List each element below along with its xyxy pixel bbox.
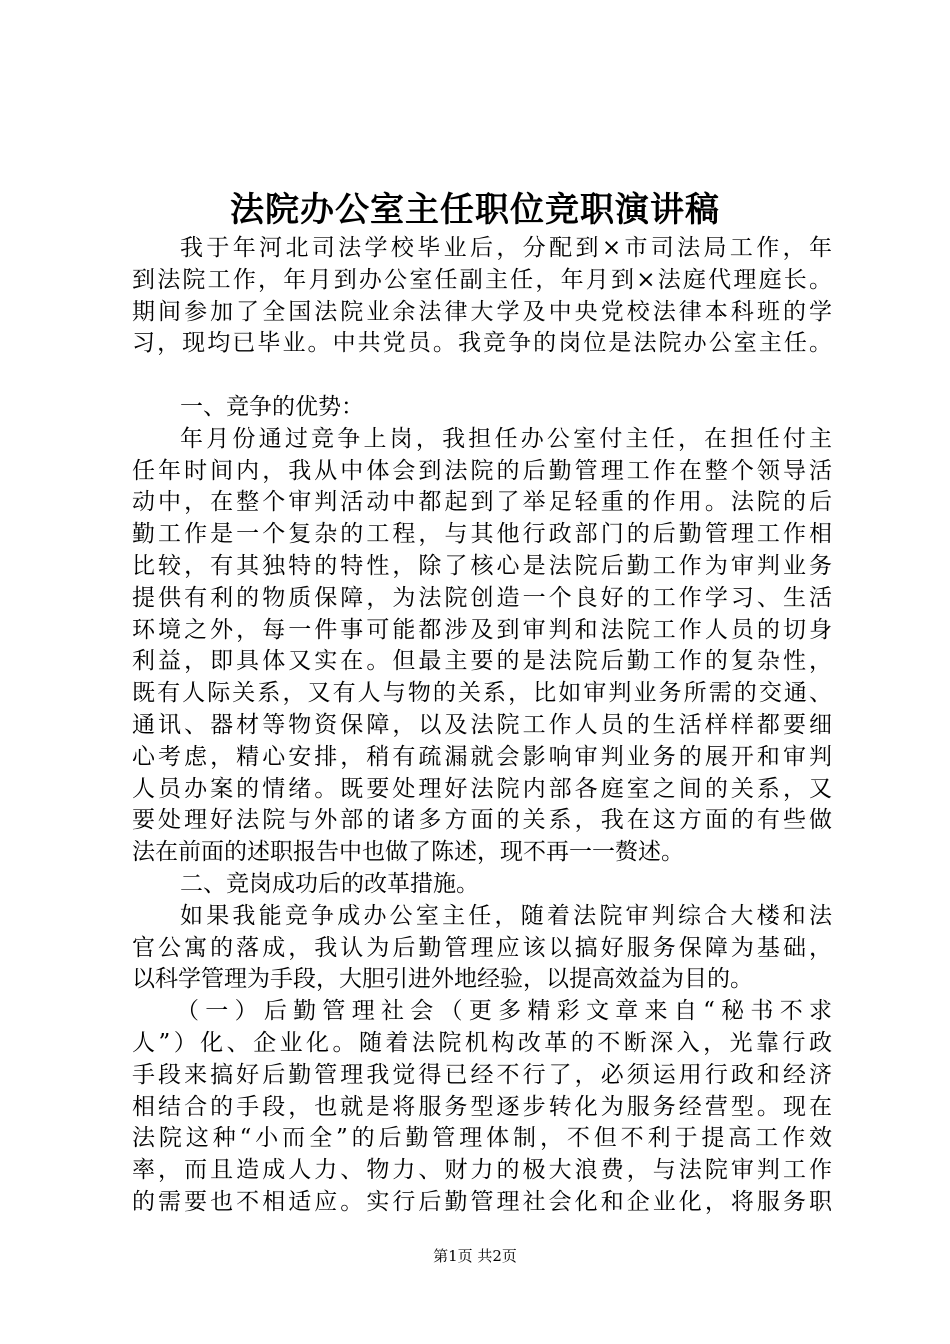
- text-line: 动中，在整个审判活动中都起到了举足轻重的作用。法院的后: [132, 489, 832, 516]
- subsection-line: （一）后勤管理社会（更多精彩文章来自“秘书不求: [176, 998, 832, 1025]
- text-line: 法院这种“小而全”的后勤管理体制，不但不利于提高工作效: [132, 1125, 832, 1152]
- text-line: 环境之外，每一件事可能都涉及到审判和法院工作人员的切身: [132, 616, 832, 643]
- section-heading: 二、竞岗成功后的改革措施。: [180, 870, 479, 897]
- text-line: 人”）化、企业化。随着法院机构改革的不断深入，光靠行政: [132, 1029, 832, 1056]
- text-line: 利益，即具体又实在。但最主要的是法院后勤工作的复杂性，: [132, 648, 832, 675]
- text-line: 人员办案的情绪。既要处理好法院内部各庭室之间的关系，又: [132, 775, 832, 802]
- text-line: 如果我能竞争成办公室主任，随着法院审判综合大楼和法: [180, 902, 832, 929]
- text-line: 手段来搞好后勤管理我觉得已经不行了，必须运用行政和经济: [132, 1061, 832, 1088]
- text-line: 既有人际关系，又有人与物的关系，比如审判业务所需的交通、: [132, 680, 832, 707]
- text-line: 通讯、器材等物资保障，以及法院工作人员的生活样样都要细: [132, 711, 832, 738]
- text-line: 官公寓的落成，我认为后勤管理应该以搞好服务保障为基础，: [132, 934, 832, 961]
- document-body: [132, 233, 832, 1219]
- text-line: 期间参加了全国法院业余法律大学及中央党校法律本科班的学: [132, 298, 832, 325]
- text-line: 任年时间内，我从中体会到法院的后勤管理工作在整个领导活: [132, 457, 832, 484]
- text-line: 习，现均已毕业。中共党员。我竞争的岗位是法院办公室主任。: [132, 330, 832, 357]
- text-line: 率，而且造成人力、物力、财力的极大浪费，与法院审判工作: [132, 1157, 832, 1184]
- text-line: 比较，有其独特的特性，除了核心是法院后勤工作为审判业务: [132, 552, 832, 579]
- text-line: 心考虑，精心安排，稍有疏漏就会影响审判业务的展开和审判: [132, 743, 832, 770]
- text-line: 到法院工作，年月到办公室任副主任，年月到×法庭代理庭长。: [132, 266, 832, 293]
- text-line: 以科学管理为手段，大胆引进外地经验，以提高效益为目的。: [132, 966, 753, 993]
- text-line: 提供有利的物质保障，为法院创造一个良好的工作学习、生活: [132, 584, 832, 611]
- blank-line: [132, 360, 832, 392]
- text-line: 的需要也不相适应。实行后勤管理社会化和企业化，将服务职: [132, 1188, 832, 1215]
- text-line: 法在前面的述职报告中也做了陈述，现不再一一赘述。: [132, 839, 684, 866]
- section-heading: 一、竞争的优势：: [180, 393, 364, 420]
- text-line: 勤工作是一个复杂的工程，与其他行政部门的后勤管理工作相: [132, 521, 832, 548]
- text-line: 相结合的手段，也就是将服务型逐步转化为服务经营型。现在: [132, 1093, 832, 1120]
- text-line: 要处理好法院与外部的诸多方面的关系，我在这方面的有些做: [132, 807, 832, 834]
- text-line: 我于年河北司法学校毕业后，分配到×市司法局工作，年: [180, 235, 832, 261]
- text-line: 年月份通过竞争上岗，我担任办公室付主任，在担任付主: [180, 425, 832, 452]
- page-title: 法院办公室主任职位竞职演讲稿: [230, 190, 720, 230]
- page-number: 第1页 共2页: [433, 1247, 517, 1265]
